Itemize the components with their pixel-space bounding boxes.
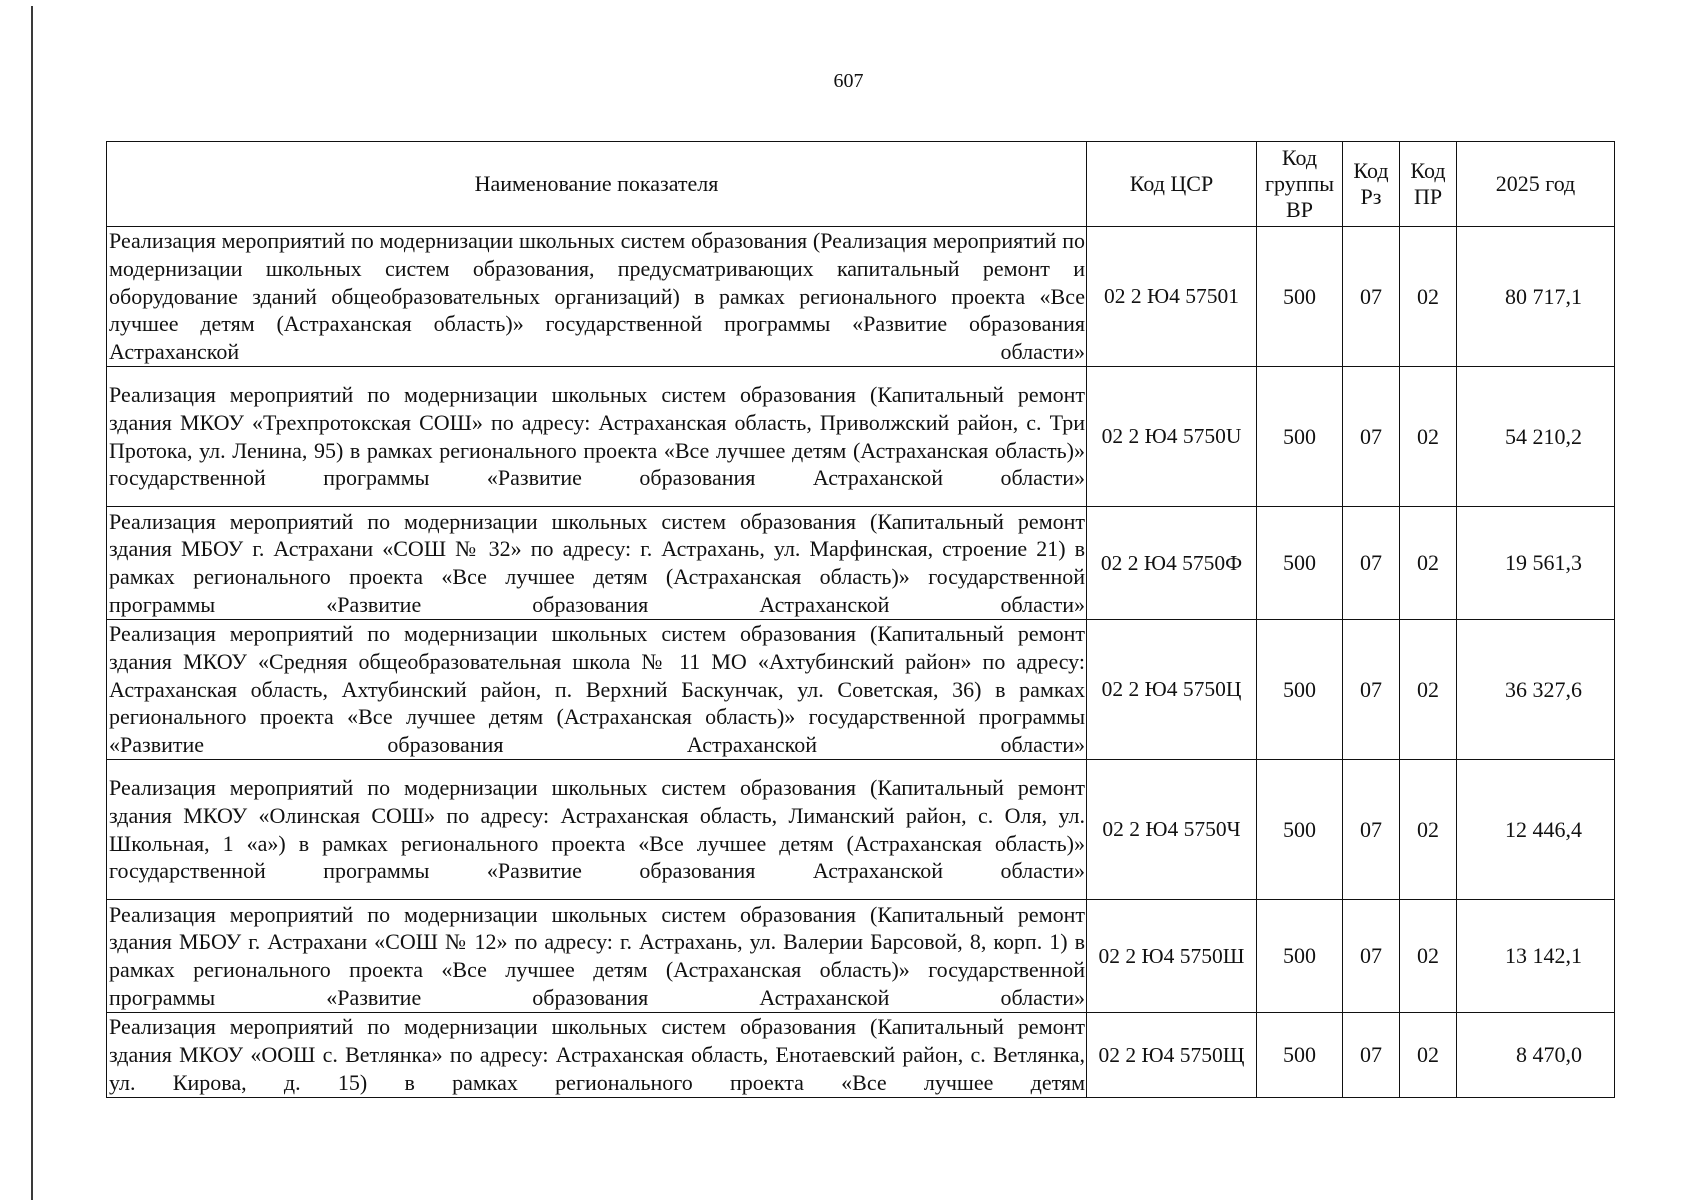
table-row: [107, 367, 1615, 507]
cell-vr: 500: [1257, 507, 1343, 620]
table-row: [107, 1013, 1615, 1098]
cell-vr: 500: [1257, 367, 1343, 507]
cell-csr: 02 2 Ю4 5750Ш: [1087, 900, 1257, 1013]
cell-amount: 19 561,3: [1457, 507, 1615, 620]
cell-csr: 02 2 Ю4 5750Ц: [1087, 620, 1257, 760]
cell-pr: 02: [1400, 367, 1457, 507]
cell-csr: 02 2 Ю4 57501: [1087, 227, 1257, 367]
cell-vr: 500: [1257, 227, 1343, 367]
table-header-row: [107, 142, 1615, 227]
cell-name: Реализация мероприятий по модернизации школьных систем образования (Капитальный ремонт здания МБОУ г. Астрахани «СОШ № 12» по адресу: г. Астрахань, ул. Валерии Барсовой, 8, корп. 1) в рамках регионального проекта «Все лучшее детям (Астраханская область)» государственной программы «Развитие образования Астраханской области»: [107, 900, 1087, 1013]
table-row: [107, 760, 1615, 900]
cell-amount: 36 327,6: [1457, 620, 1615, 760]
cell-csr: 02 2 Ю4 5750Ф: [1087, 507, 1257, 620]
header-year: 2025 год: [1457, 142, 1615, 227]
cell-vr: 500: [1257, 620, 1343, 760]
cell-vr: 500: [1257, 1013, 1343, 1098]
cell-amount: 80 717,1: [1457, 227, 1615, 367]
cell-rz: 07: [1343, 1013, 1400, 1098]
cell-name: Реализация мероприятий по модернизации школьных систем образования (Капитальный ремонт здания МКОУ «Трехпротокская СОШ» по адресу: Астраханская область, Приволжский район, с. Три Протока, ул. Ленина, 95) в рамках регионального проекта «Все лучшее детям (Астраханская область)» государственной программы «Развитие образования Астраханской области»: [107, 367, 1087, 507]
header-rz: Код Рз: [1343, 142, 1400, 227]
cell-name: Реализация мероприятий по модернизации школьных систем образования (Реализация мероприятий по модернизации школьных систем образования, предусматривающих капитальный ремонт и оборудование зданий общеобразовательных организаций) в рамках регионального проекта «Все лучшее детям (Астраханская область)» государственной программы «Развитие образования Астраханской области»: [107, 227, 1087, 367]
budget-table: [106, 141, 1615, 1098]
cell-vr: 500: [1257, 760, 1343, 900]
cell-vr: 500: [1257, 900, 1343, 1013]
cell-pr: 02: [1400, 507, 1457, 620]
table-row: [107, 620, 1615, 760]
cell-csr: 02 2 Ю4 5750U: [1087, 367, 1257, 507]
header-csr: Код ЦСР: [1087, 142, 1257, 227]
page-number: 607: [833, 70, 864, 92]
cell-pr: 02: [1400, 760, 1457, 900]
cell-csr: 02 2 Ю4 5750Щ: [1087, 1013, 1257, 1098]
table-row: [107, 227, 1615, 367]
cell-rz: 07: [1343, 760, 1400, 900]
cell-rz: 07: [1343, 900, 1400, 1013]
cell-pr: 02: [1400, 620, 1457, 760]
cell-pr: 02: [1400, 1013, 1457, 1098]
cell-amount: 8 470,0: [1457, 1013, 1615, 1098]
binding-margin-line: [31, 6, 33, 1200]
cell-amount: 54 210,2: [1457, 367, 1615, 507]
cell-amount: 13 142,1: [1457, 900, 1615, 1013]
cell-csr: 02 2 Ю4 5750Ч: [1087, 760, 1257, 900]
cell-rz: 07: [1343, 227, 1400, 367]
cell-rz: 07: [1343, 620, 1400, 760]
cell-name: Реализация мероприятий по модернизации школьных систем образования (Капитальный ремонт здания МКОУ «Олинская СОШ» по адресу: Астраханская область, Лиманский район, с. Оля, ул. Школьная, 1 «а») в рамках регионального проекта «Все лучшее детям (Астраханская область)» государственной программы «Развитие образования Астраханской области»: [107, 760, 1087, 900]
cell-rz: 07: [1343, 367, 1400, 507]
cell-name: Реализация мероприятий по модернизации школьных систем образования (Капитальный ремонт здания МКОУ «ООШ с. Ветлянка» по адресу: Астраханская область, Енотаевский район, с. Ветлянка, ул. Кирова, д. 15) в рамках регионального проекта «Все лучшее детям: [107, 1013, 1087, 1098]
header-name: Наименование показателя: [107, 142, 1087, 227]
table-row: [107, 507, 1615, 620]
cell-pr: 02: [1400, 900, 1457, 1013]
cell-amount: 12 446,4: [1457, 760, 1615, 900]
cell-pr: 02: [1400, 227, 1457, 367]
header-vr: Код группы ВР: [1257, 142, 1343, 227]
cell-name: Реализация мероприятий по модернизации школьных систем образования (Капитальный ремонт здания МКОУ «Средняя общеобразовательная школа № 11 МО «Ахтубинский район» по адресу: Астраханская область, Ахтубинский район, п. Верхний Баскунчак, ул. Советская, 36) в рамках регионального проекта «Все лучшее детям (Астраханская область)» государственной программы «Развитие образования Астраханской области»: [107, 620, 1087, 760]
cell-rz: 07: [1343, 507, 1400, 620]
cell-name: Реализация мероприятий по модернизации школьных систем образования (Капитальный ремонт здания МБОУ г. Астрахани «СОШ № 32» по адресу: г. Астрахань, ул. Марфинская, строение 21) в рамках регионального проекта «Все лучшее детям (Астраханская область)» государственной программы «Развитие образования Астраханской области»: [107, 507, 1087, 620]
table-row: [107, 900, 1615, 1013]
header-pr: Код ПР: [1400, 142, 1457, 227]
